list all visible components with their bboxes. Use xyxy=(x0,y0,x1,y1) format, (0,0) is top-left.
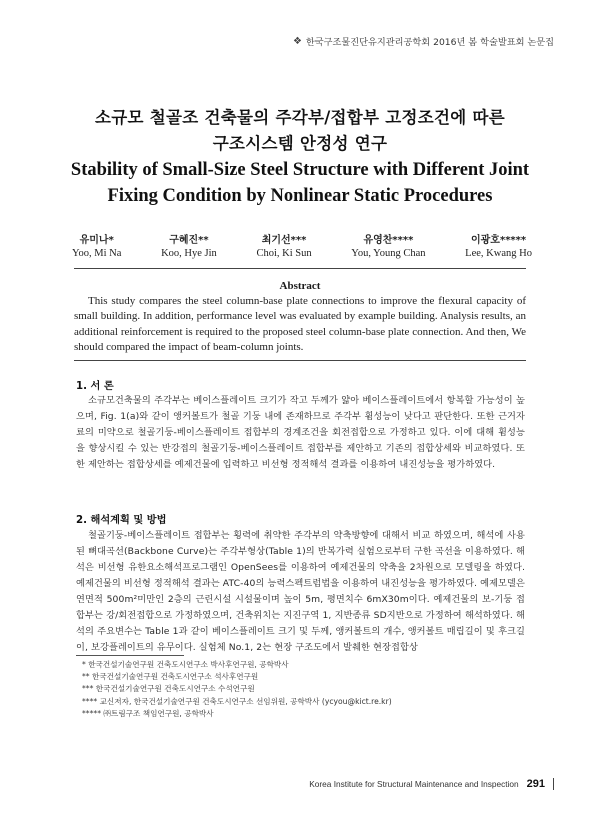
abstract-bottom-divider xyxy=(74,360,526,361)
section-body-methods: 철골기둥-베이스플레이트 접합부는 횡력에 취약한 주각부의 약축방향에 대해서 비교 하였으며, 해석에 사용된 뼈대곡선(Backbone Curve)는 주각부형상(Table 1)의 반복가력 실험으로부터 구한 곡선을 이용하였다. 해석은 비선형 유한요소해석프로그램인 OpenSees를 이용하여 예제건물의 약축을 2차원으로 모델링을 하였다. 예제건물의 비선형 정적해석 결과는 ATC-40의 능력스펙트럼법을 이용하여 내진성능을 평가하였다. 예제모델은 연면적 500m²미만인 2층의 근린시설 시설물이며 높이 5m, 평면치수 6mX30m이다. 예제건물의 보-기둥 접합부는 강/회전접합으로 가정하였으며, 건축위치는 지진구역 1, 지반종류 SD지반으로 가정하여 해석하였다. 해석의 주요변수는 Table 1과 같이 베이스플레이트 크기 및 두께, 앵커볼트의 개수, 앵커볼트 매립길이 및 후크길이, 보강플레이트의 유무이다. 실험체 No.1, 2는 현장 구조도에서 발췌한 현장접합상 xyxy=(76,530,525,653)
footnote-divider xyxy=(76,655,184,656)
footer-divider xyxy=(553,778,554,790)
author xyxy=(256,234,311,260)
author-name-english: Lee, Kwang Ho xyxy=(465,248,532,259)
page-footer xyxy=(309,778,554,790)
author-name-english: Choi, Ki Sun xyxy=(256,248,312,259)
abstract-top-divider xyxy=(74,268,526,269)
journal-header xyxy=(293,34,554,48)
abstract-body: This study compares the steel column-base plate connections to improve the flexural capacity of small building. In addition, performance level was evaluated by example building. Analysis results, an additional reinforcement is required to the proposed steel column-base plate connection. And then, We should compared the impact of beam-column joints. xyxy=(74,295,526,354)
author xyxy=(465,234,532,260)
author-name-korean: 구혜진** xyxy=(169,235,209,246)
korean-title-line-1: 소규모 철골조 건축물의 주각부/접합부 고정조건에 따른 xyxy=(94,108,506,127)
clover-icon: ❖ xyxy=(292,35,302,47)
author-name-korean: 최기선*** xyxy=(261,235,307,246)
author xyxy=(72,234,121,260)
footnote: ** 한국건설기술연구원 건축도시연구소 석사후연구원 xyxy=(82,672,259,682)
page-number: 291 xyxy=(526,778,545,790)
abstract-heading: Abstract xyxy=(279,280,321,292)
author-name-english: You, Young Chan xyxy=(351,248,426,259)
section-heading-introduction: 1. 서 론 xyxy=(76,381,114,392)
footnote: * 한국건설기술연구원 건축도시연구소 박사후연구원, 공학박사 xyxy=(82,660,289,669)
author-list xyxy=(72,234,532,260)
author-name-korean: 유미나* xyxy=(79,235,114,246)
author xyxy=(351,234,425,260)
author-name-korean: 유영찬**** xyxy=(363,235,414,246)
korean-title-line-2: 구조시스템 안정성 연구 xyxy=(212,134,388,153)
footnote: ***** ㈜트림구조 책임연구원, 공학박사 xyxy=(82,708,214,718)
english-title-line-1: Stability of Small-Size Steel Structure with Different Joint xyxy=(70,160,530,180)
footnote: *** 한국건설기술연구원 건축도시연구소 수석연구원 xyxy=(82,684,255,694)
section-body-introduction: 소규모건축물의 주각부는 베이스플레이트 크기가 작고 두께가 얇아 베이스플레이트에서 항복할 가능성이 높으며, Fig. 1(a)와 같이 앵커볼트가 철골 기둥 내에 존재하므로 주각부 휨성능이 낮다고 판단한다. 또한 근거자료의 미약으로 철골기둥-베이스플레이트 접합부의 경계조건을 회전접합으로 가정하고 있다. 이에 대해 휨성능을 향상시킬 수 있는 반강접의 철골기둥-베이스플레이트 접합부를 제안하고 기존의 접합상세와 비교하였다. 또한 제안하는 접합상세를 예제건물에 입력하고 비선형 정적해석 결과를 이용하여 내진성능을 평가하였다. xyxy=(76,395,525,470)
journal-header-text: 한국구조물진단유지관리공학회 2016년 봄 학술발표회 논문집 xyxy=(305,37,554,48)
author-name-korean: 이광호***** xyxy=(470,235,527,246)
footnotes xyxy=(82,659,522,720)
section-heading-methods: 2. 해석계획 및 방법 xyxy=(76,515,167,526)
footnote: **** 교신저자, 한국건설기술연구원 건축도시연구소 선임위원, 공학박사 (ycyou@kict.re.kr) xyxy=(82,696,392,706)
author-name-english: Yoo, Mi Na xyxy=(72,248,122,259)
footer-institute: Korea Institute for Structural Maintenance and Inspection xyxy=(309,779,519,789)
author xyxy=(161,234,217,260)
english-title-line-2: Fixing Condition by Nonlinear Static Procedures xyxy=(107,186,493,206)
author-name-english: Koo, Hye Jin xyxy=(161,248,217,259)
